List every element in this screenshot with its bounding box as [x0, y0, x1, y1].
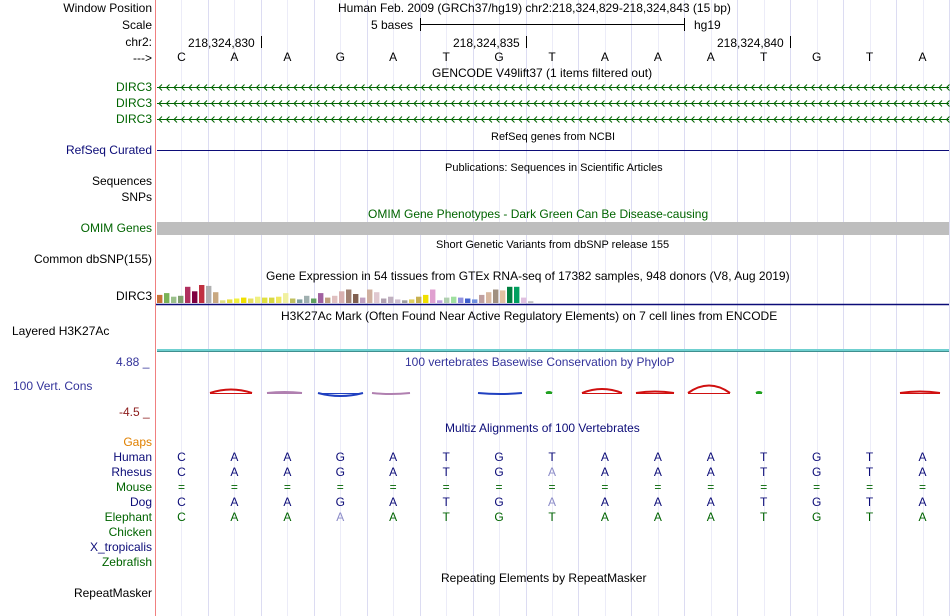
alignment-base: = — [601, 480, 609, 494]
coord-tick-label: 218,324,830 — [188, 36, 255, 50]
species-label-dog[interactable]: Dog — [129, 495, 152, 509]
alignment-base: = — [654, 480, 662, 494]
alignment-base: C — [177, 510, 186, 524]
gtex-tissue-bar — [353, 294, 358, 303]
window-position-label: Window Position — [63, 1, 152, 15]
alignment-base: A — [653, 510, 662, 524]
cons-min-label: -4.5 _ — [119, 405, 150, 419]
gtex-tissue-bar — [472, 299, 477, 303]
alignment-base: A — [918, 450, 927, 464]
alignment-base: C — [177, 465, 186, 479]
gtex-tissue-bar — [521, 298, 526, 303]
sequence-base: A — [230, 50, 239, 64]
gtex-tissue-bar — [311, 299, 316, 304]
gtex-tissue-bar — [486, 292, 491, 303]
window-position-value: Human Feb. 2009 (GRCh37/hg19) chr2:218,324,829-218,324,843 (15 bp) — [338, 1, 731, 15]
alignment-base: A — [230, 450, 239, 464]
gtex-tissue-bar — [297, 299, 302, 303]
alignment-base: = — [813, 480, 821, 494]
phylop-signal — [636, 392, 674, 394]
phylop-signal — [546, 392, 552, 393]
gtex-tissue-bar — [325, 298, 330, 303]
alignment-base: = — [760, 480, 768, 494]
gtex-tissue-bar — [178, 296, 183, 303]
alignment-base: A — [336, 510, 345, 524]
omim-gene-bar — [157, 222, 949, 235]
alignment-base: A — [600, 495, 609, 509]
alignment-base: G — [335, 465, 345, 479]
alignment-base: A — [706, 465, 715, 479]
sequence-base: A — [918, 50, 927, 64]
alignment-base: A — [918, 465, 927, 479]
alignment-base: = — [866, 480, 874, 494]
alignment-base: C — [177, 450, 186, 464]
gtex-tissue-bar — [185, 287, 190, 303]
dbsnp-track-title: Short Genetic Variants from dbSNP release 155 — [436, 239, 670, 251]
gtex-tissue-bar — [416, 297, 421, 303]
sequence-base: G — [335, 50, 345, 64]
sequence-base: T — [865, 50, 874, 64]
species-label-elephant[interactable]: Elephant — [104, 510, 152, 524]
sequence-base: A — [653, 50, 662, 64]
publications-snps-label[interactable]: SNPs — [121, 190, 152, 204]
alignment-base: A — [283, 450, 292, 464]
gtex-tissue-bar — [444, 298, 449, 303]
alignment-base: = — [548, 480, 556, 494]
alignment-base: A — [283, 495, 292, 509]
species-label-mouse[interactable]: Mouse — [115, 480, 152, 494]
alignment-base: = — [495, 480, 503, 494]
gtex-tissue-bar — [465, 299, 470, 304]
cons-track-label[interactable]: 100 Vert. Cons — [13, 379, 93, 393]
refseq-track-title: RefSeq genes from NCBI — [491, 131, 616, 143]
strand-label: ---> — [133, 51, 152, 65]
h3k27ac-track-title: H3K27Ac Mark (Often Found Near Active Regulatory Elements) on 7 cell lines from ENCODE — [281, 309, 778, 323]
alignment-base: A — [918, 510, 927, 524]
gtex-tissue-bar — [206, 286, 211, 303]
alignment-base: A — [706, 510, 715, 524]
sequence-base: A — [600, 50, 609, 64]
gtex-tissue-bar — [423, 295, 428, 303]
phylop-signal — [210, 390, 252, 394]
alignment-base: A — [653, 465, 662, 479]
gtex-tissue-bar — [171, 297, 176, 303]
alignment-base: G — [494, 450, 504, 464]
sequence-base: C — [177, 50, 186, 64]
gtex-tissue-bar — [367, 290, 372, 304]
gtex-tissue-bar — [409, 299, 414, 303]
alignment-base: T — [865, 510, 874, 524]
gencode-track-title: GENCODE V49lift37 (1 items filtered out) — [432, 66, 653, 80]
alignment-base: = — [336, 480, 344, 494]
gtex-tissue-bar — [395, 299, 400, 303]
gtex-tissue-bar — [479, 295, 484, 303]
sequence-base: T — [442, 50, 450, 64]
gtex-tissue-bar — [157, 295, 162, 303]
gtex-tissue-bar — [514, 287, 519, 303]
gtex-tissue-bar — [318, 293, 323, 303]
phylop-signal — [688, 386, 730, 394]
gtex-tissue-bar — [241, 298, 246, 303]
alignment-base: A — [706, 495, 715, 509]
gtex-tissue-bar — [402, 300, 407, 303]
repeatmasker-track-title: Repeating Elements by RepeatMasker — [441, 571, 647, 585]
sequence-base: A — [389, 50, 398, 64]
alignment-base: A — [389, 465, 398, 479]
publications-track-title: Publications: Sequences in Scientific Articles — [445, 162, 663, 174]
sequence-base: T — [760, 50, 768, 64]
gtex-tissue-bar — [227, 299, 232, 303]
gtex-tissue-bar — [451, 297, 456, 303]
alignment-base: A — [600, 465, 609, 479]
alignment-base: T — [760, 450, 768, 464]
species-label-chicken[interactable]: Chicken — [108, 525, 152, 539]
alignment-base: = — [177, 480, 185, 494]
alignment-base: = — [230, 480, 238, 494]
gtex-gene-label[interactable]: DIRC3 — [115, 289, 152, 303]
alignment-base: A — [600, 450, 609, 464]
alignment-base: T — [865, 465, 874, 479]
alignment-base: A — [918, 495, 927, 509]
alignment-base: G — [811, 465, 822, 479]
gtex-tissue-bar — [283, 293, 288, 303]
scale-label: Scale — [121, 18, 152, 32]
gtex-tissue-bar — [388, 297, 393, 303]
alignment-base: A — [230, 510, 239, 524]
scale-assembly: hg19 — [694, 18, 721, 32]
alignment-base: A — [706, 450, 715, 464]
alignment-base: A — [283, 510, 292, 524]
alignment-base: T — [760, 510, 768, 524]
gtex-tissue-bar — [262, 298, 267, 303]
alignment-base: A — [547, 465, 556, 479]
alignment-base: = — [707, 480, 715, 494]
alignment-base: A — [283, 465, 292, 479]
omim-track-label[interactable]: OMIM Genes — [80, 221, 152, 235]
alignment-base: T — [442, 465, 450, 479]
cons-track-title: 100 vertebrates Basewise Conservation by PhyloP — [405, 355, 675, 369]
gtex-tissue-bar — [339, 291, 344, 303]
alignment-base: G — [335, 450, 345, 464]
gtex-tissue-bar — [248, 299, 253, 304]
omim-track-title: OMIM Gene Phenotypes - Dark Green Can Be Disease-causing — [368, 207, 709, 221]
gencode-item-label[interactable]: DIRC3 — [115, 112, 152, 126]
gtex-track-title: Gene Expression in 54 tissues from GTEx RNA-seq of 17382 samples, 948 donors (V8, Aug 2019) — [266, 269, 790, 283]
dbsnp-track-label[interactable]: Common dbSNP(155) — [33, 252, 152, 266]
alignment-base: A — [600, 510, 609, 524]
h3k27ac-signal — [157, 351, 949, 352]
gtex-tissue-bar — [276, 297, 281, 303]
gencode-item-label[interactable]: DIRC3 — [115, 80, 152, 94]
alignment-base: T — [760, 495, 768, 509]
alignment-base: = — [389, 480, 397, 494]
alignment-base: G — [335, 495, 345, 509]
coord-tick-label: 218,324,840 — [717, 36, 784, 50]
alignment-base: G — [494, 495, 504, 509]
phylop-signal — [267, 392, 302, 393]
gtex-tissue-bar — [458, 298, 463, 303]
gtex-tissue-bar — [374, 292, 379, 303]
sequence-base: G — [494, 50, 504, 64]
alignment-base: A — [653, 495, 662, 509]
gtex-tissue-bar — [220, 300, 225, 303]
gtex-tissue-bar — [234, 299, 239, 304]
repeatmasker-track-label[interactable]: RepeatMasker — [73, 586, 152, 600]
species-label-x_tropicalis[interactable]: X_tropicalis — [89, 540, 152, 554]
chr-label: chr2: — [125, 35, 152, 49]
phylop-signal — [756, 392, 762, 393]
alignment-base: A — [389, 495, 398, 509]
coord-tick-label: 218,324,835 — [453, 36, 520, 50]
cons-max-label: 4.88 _ — [116, 355, 150, 369]
alignment-base: T — [442, 495, 450, 509]
gtex-tissue-bar — [290, 299, 295, 304]
alignment-base: T — [442, 450, 450, 464]
alignment-base: G — [494, 465, 504, 479]
gtex-tissue-bar — [381, 299, 386, 304]
gtex-tissue-bar — [360, 298, 365, 303]
alignment-base: T — [442, 510, 450, 524]
alignment-base: A — [547, 495, 556, 509]
species-label-rhesus[interactable]: Rhesus — [111, 465, 152, 479]
alignment-base: C — [177, 495, 186, 509]
alignment-base: = — [283, 480, 291, 494]
alignment-base: = — [919, 480, 927, 494]
gtex-tissue-bar — [430, 290, 435, 304]
alignment-base: G — [811, 450, 822, 464]
gaps-label: Gaps — [123, 435, 152, 449]
alignment-base: T — [548, 510, 556, 524]
gtex-tissue-bar — [437, 300, 442, 303]
refseq-track-label[interactable]: RefSeq Curated — [65, 143, 152, 157]
alignment-base: T — [865, 495, 874, 509]
gtex-tissue-bar — [493, 290, 498, 304]
multiz-track-title: Multiz Alignments of 100 Vertebrates — [445, 421, 640, 435]
publications-sequences-label[interactable]: Sequences — [91, 174, 152, 188]
gtex-tissue-bar — [304, 296, 309, 303]
alignment-base: A — [653, 450, 662, 464]
gtex-tissue-bar — [213, 292, 218, 303]
phylop-signal — [900, 392, 940, 394]
alignment-base: G — [811, 495, 822, 509]
sequence-base: A — [283, 50, 292, 64]
alignment-base: G — [811, 510, 822, 524]
alignment-base: A — [389, 510, 398, 524]
h3k27ac-track-label[interactable]: Layered H3K27Ac — [12, 324, 110, 338]
phylop-signal — [582, 389, 622, 393]
gtex-tissue-bar — [528, 301, 533, 303]
alignment-base: T — [548, 450, 556, 464]
sequence-base: T — [548, 50, 556, 64]
alignment-base: A — [389, 450, 398, 464]
sequence-base: A — [706, 50, 715, 64]
gencode-item-label[interactable]: DIRC3 — [115, 96, 152, 110]
gtex-tissue-bar — [500, 290, 505, 303]
gtex-tissue-bar — [255, 297, 260, 303]
gtex-tissue-bar — [332, 296, 337, 303]
gtex-tissue-bar — [346, 290, 351, 304]
species-label-zebrafish[interactable]: Zebrafish — [101, 555, 152, 569]
h3k27ac-signal — [157, 349, 949, 351]
gtex-tissue-bar — [192, 291, 197, 303]
species-label-human[interactable]: Human — [113, 450, 152, 464]
gtex-tissue-bar — [199, 285, 204, 303]
alignment-base: A — [230, 495, 239, 509]
gtex-tissue-bar — [507, 287, 512, 303]
gtex-tissue-bar — [269, 298, 274, 303]
alignment-base: T — [760, 465, 768, 479]
alignment-base: A — [230, 465, 239, 479]
scale-text: 5 bases — [371, 18, 414, 32]
alignment-base: = — [442, 480, 450, 494]
sequence-base: G — [811, 50, 822, 64]
alignment-base: G — [494, 510, 504, 524]
alignment-base: T — [865, 450, 874, 464]
gtex-tissue-bar — [164, 293, 169, 303]
